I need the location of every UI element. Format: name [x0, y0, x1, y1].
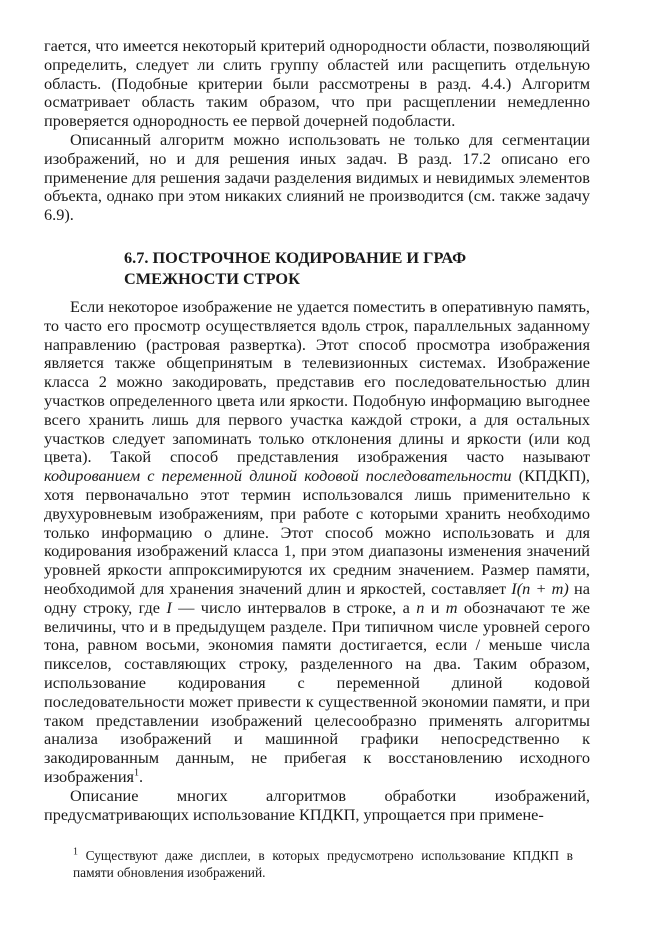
footnote: [73, 847, 573, 881]
text-part3: на одну строку, где: [44, 578, 590, 617]
paragraph-continuation: гается, что имеется некоторый критерий однородности области, позволяющий определить, следует ли слить группу областей или расщепить отдельную область. (Подобные критерии были рассмотрены в разд. 4.4.) Алгоритм осматривает область таким образом, что при расщеплении немедленно проверяется однородность ее первой дочерней подобласти.: [44, 36, 590, 131]
text-part6: обозначают те же величины, что и в предыдущем разделе. При типичном числе уровней серого тона, равном восьми, экономия памяти достигается, если / меньше числа пикселов, составляющих строку, разделенного на два. Таким образом, использование кодирования с переменной длиной кодовой последовательности может привести к существенной экономии памяти, и при таком представлении изображений целесообразно применять алгоритмы анализа изображений и машинной графики непосредственно к закодированным данным, не прибегая к восстановлению исходного изображения: [44, 597, 590, 786]
variable-i: I: [166, 597, 172, 617]
formula: I(n + m): [511, 578, 569, 598]
variable-m: m: [445, 597, 458, 617]
text-part1: Если некоторое изображение не удается поместить в оперативную память, то часто его просмотр осуществляется вдоль строк, параллельных заданному направлению (растровая развертка). Этот способ просмотра изображения является также общепринятым в телевизионных системах. Изображение класса 2 можно закодировать, представив его последовательностью длин участков определенного цвета или яркости. Подобную информацию выгоднее всего хранить лишь для первого участка каждой строки, а для остальных участков следует запоминать только отклонения длины и яркости (или код цвета). Такой способ представления изображения часто называют: [44, 297, 590, 467]
text-part2: (КПДКП), хотя первоначально этот термин использовался лишь применительно к двухуровневым изображениям, при работе с которыми хранить необходимо только информацию о длине. Этот способ можно использовать и для кодирования изображений класса 1, при этом диапазоны изменения значений уровней яркости аппроксимируются их средним значением. Размер памяти, необходимой для хранения значений длин и яркостей, составляет: [44, 466, 590, 598]
section-heading: [124, 247, 544, 289]
section-heading-line1: 6.7. ПОСТРОЧНОЕ КОДИРОВАНИЕ И ГРАФ: [124, 248, 467, 267]
paragraph-run-length-coding: [44, 298, 590, 787]
text-column-top: [44, 37, 590, 225]
text-end: .: [139, 766, 144, 786]
text-part5: и: [430, 597, 440, 617]
footnote-reference: 1: [134, 767, 140, 779]
paragraph-closing: Описание многих алгоритмов обработки изображений, предусматривающих использование КПДКП, упрощается при примене-: [44, 785, 590, 824]
text-part4: — число интервалов в строке, а: [178, 597, 410, 617]
term-italic: кодированием с переменной длиной кодовой последовательности: [44, 466, 512, 486]
variable-n: n: [416, 597, 425, 617]
paragraph-algorithm-usage: Описанный алгоритм можно использовать не только для сегментации изображений, но и для решения иных задач. В разд. 17.2 описано его применение для решения задачи разделения видимых и невидимых элементов объекта, однако при этом никаких слияний не производится (см. также задачу 6.9).: [44, 129, 590, 225]
text-column-main: [44, 298, 590, 824]
section-heading-line2: СМЕЖНОСТИ СТРОК: [124, 269, 300, 288]
footnote-text: Существуют даже дисплеи, в которых предусмотрено использование КПДКП в памяти обновления изображений.: [73, 848, 573, 880]
footnote-mark: 1: [73, 846, 78, 858]
